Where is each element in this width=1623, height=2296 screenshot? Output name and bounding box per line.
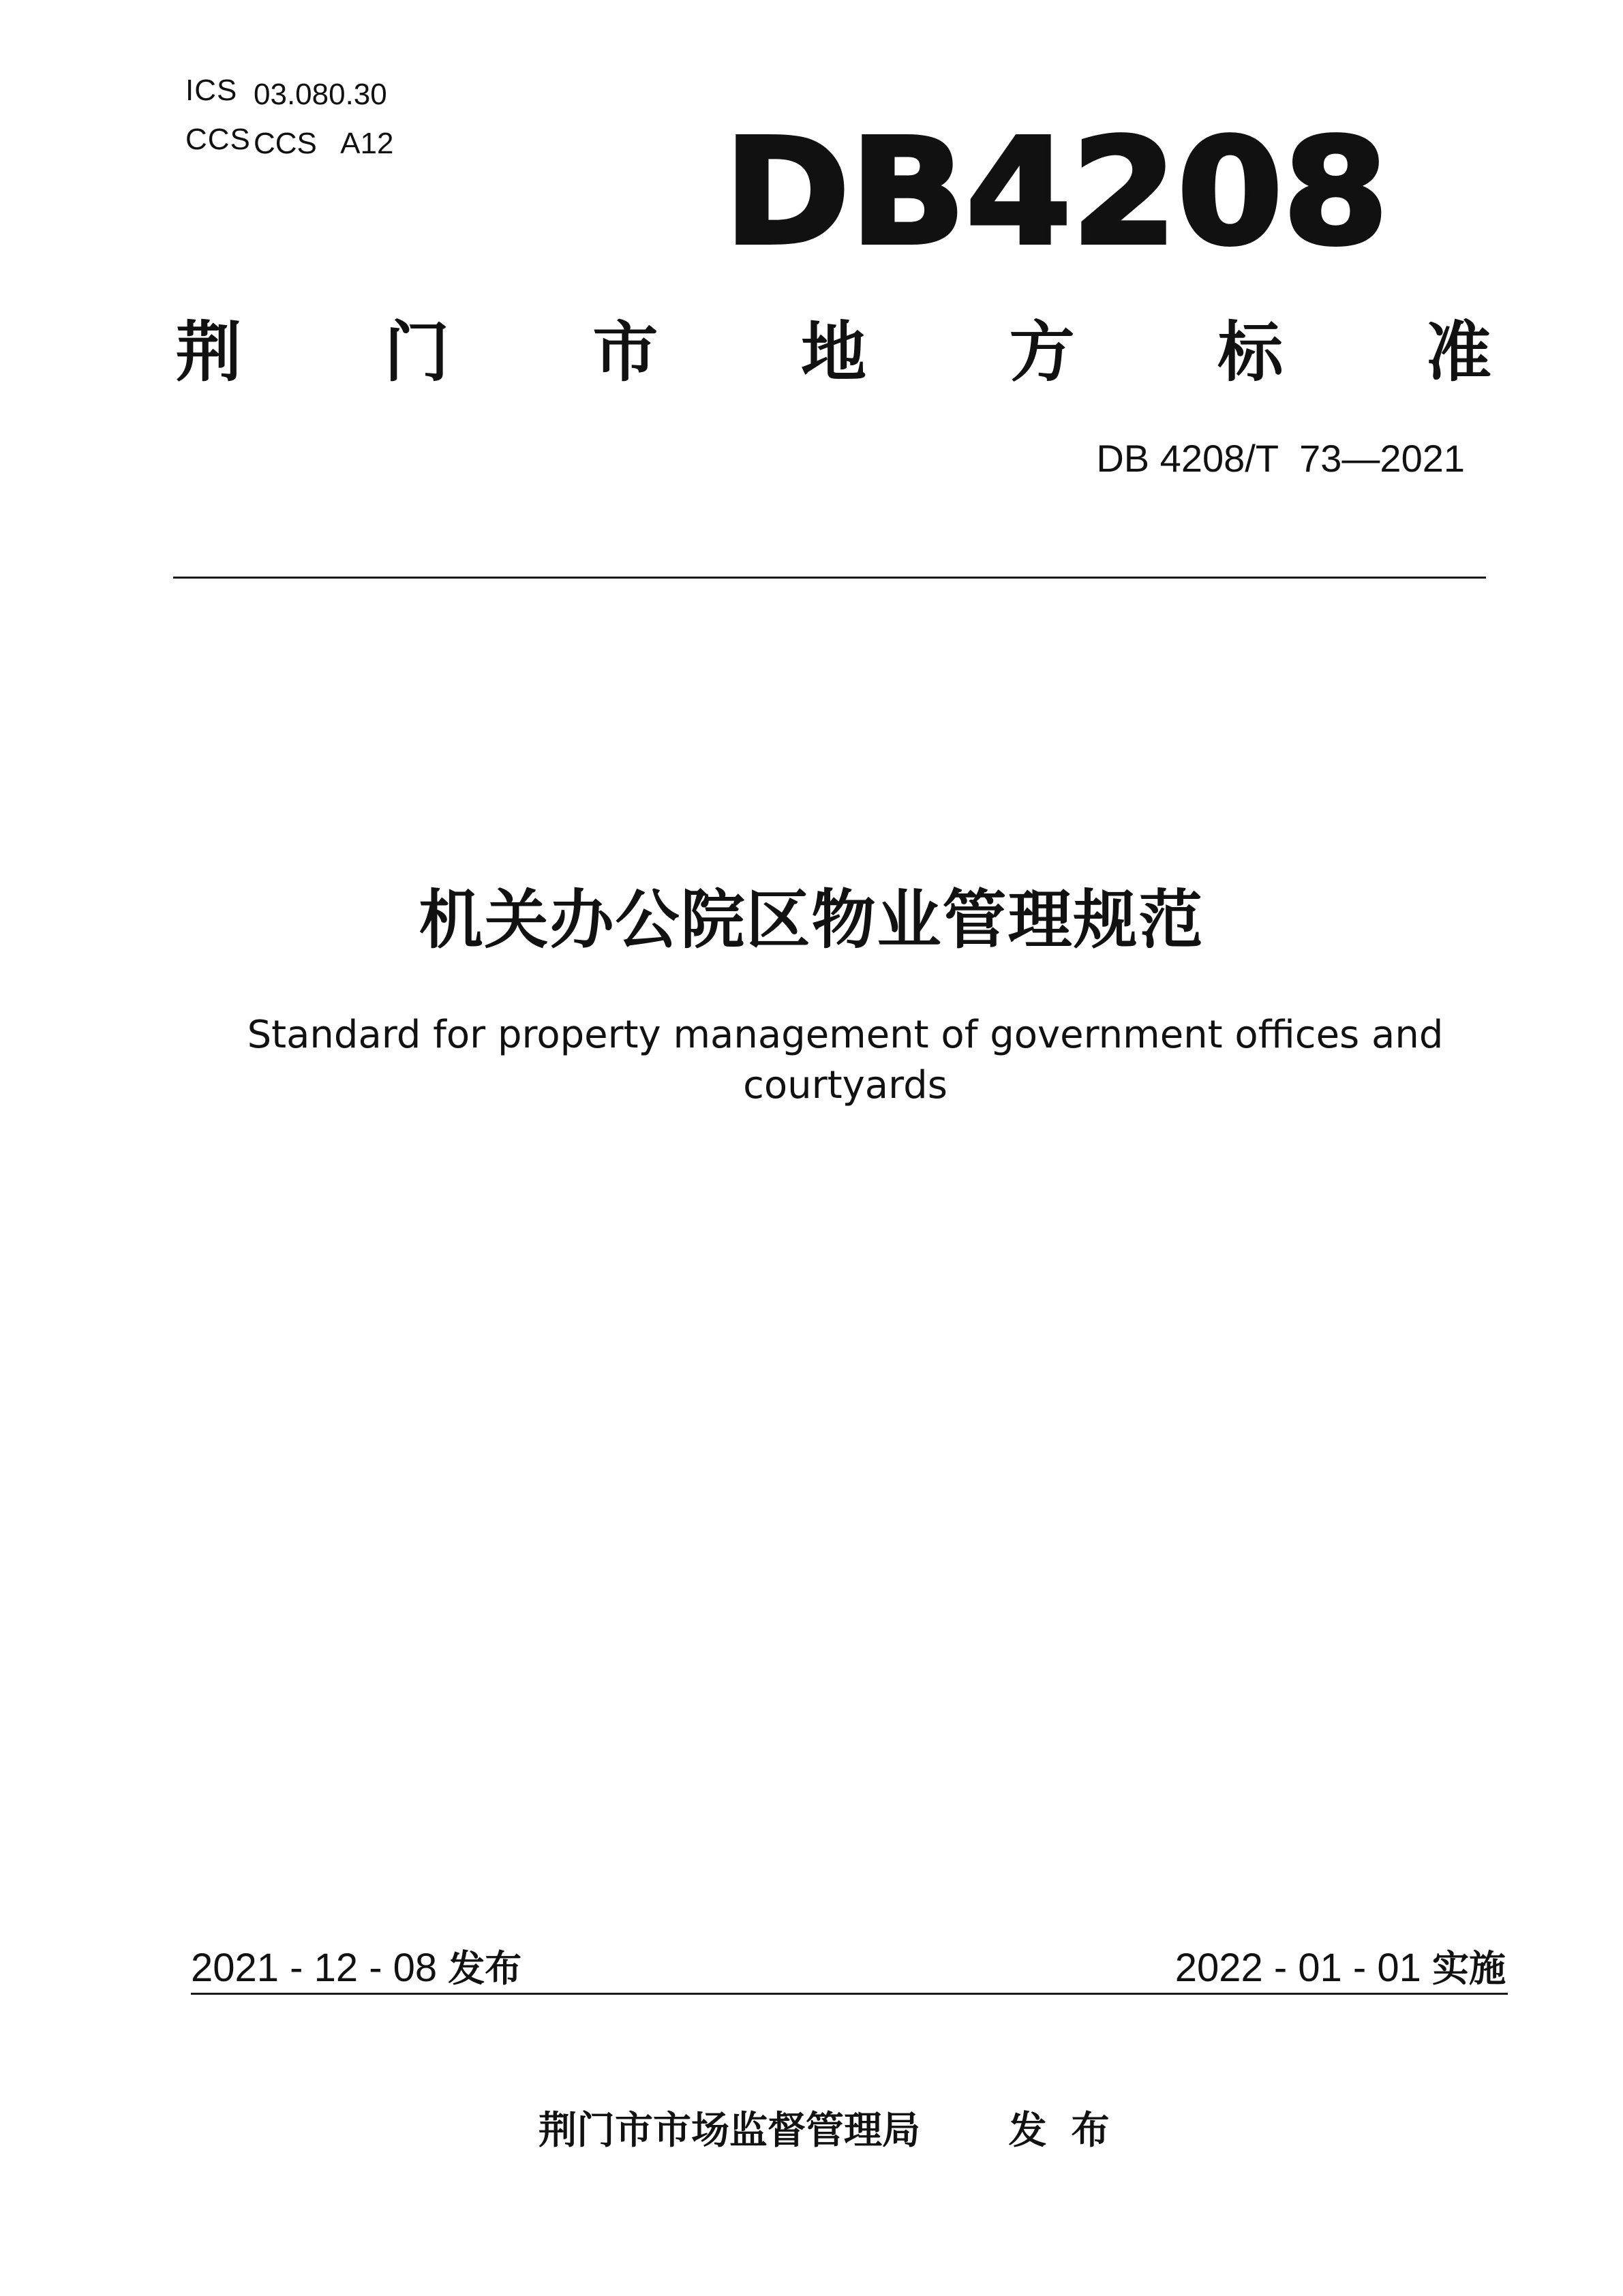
title-en-line-2: courtyards [743,1063,947,1107]
ics-value: 03.080.30 [254,78,387,111]
issuer-line [539,2100,1134,2155]
logo-text: DB4208 [724,127,1389,263]
issuer-verb: 发布 [1008,2109,1134,2153]
standard-type-char: 准 [1425,314,1491,391]
document-title-en [232,1010,1459,1111]
top-divider [173,577,1486,579]
ics-label: ICS [185,74,238,107]
publish-date: 2021 - 12 - 08 [191,1946,438,1990]
document-title-cn: 机关办公院区物业管理规范 [419,883,1204,958]
standard-type-char: 门 [384,314,450,391]
standard-type-char: 方 [1009,314,1075,391]
standard-type-heading [176,315,1491,390]
publish-date-block [191,1940,521,1992]
standard-code: DB 4208/T 73—2021 [1096,437,1465,480]
ccs-label: CCS [185,123,251,156]
title-en-line-1: Standard for property management of government offices and [247,1013,1444,1057]
standard-type-char: 地 [800,314,866,391]
standard-type-char: 标 [1217,314,1284,391]
bottom-divider [191,1993,1508,1995]
implement-date-block [1175,1940,1506,1992]
publish-label: 发布 [448,1947,522,1990]
implement-label: 实施 [1432,1947,1506,1990]
standard-type-char: 市 [592,314,658,391]
implement-date: 2022 - 01 - 01 [1174,1946,1421,1990]
ccs-value: CCS A12 [254,127,394,160]
standard-type-char: 荆 [176,314,241,391]
db4208-logo [724,127,1392,263]
issuer-name: 荆门市市场监督管理局 [539,2109,920,2153]
